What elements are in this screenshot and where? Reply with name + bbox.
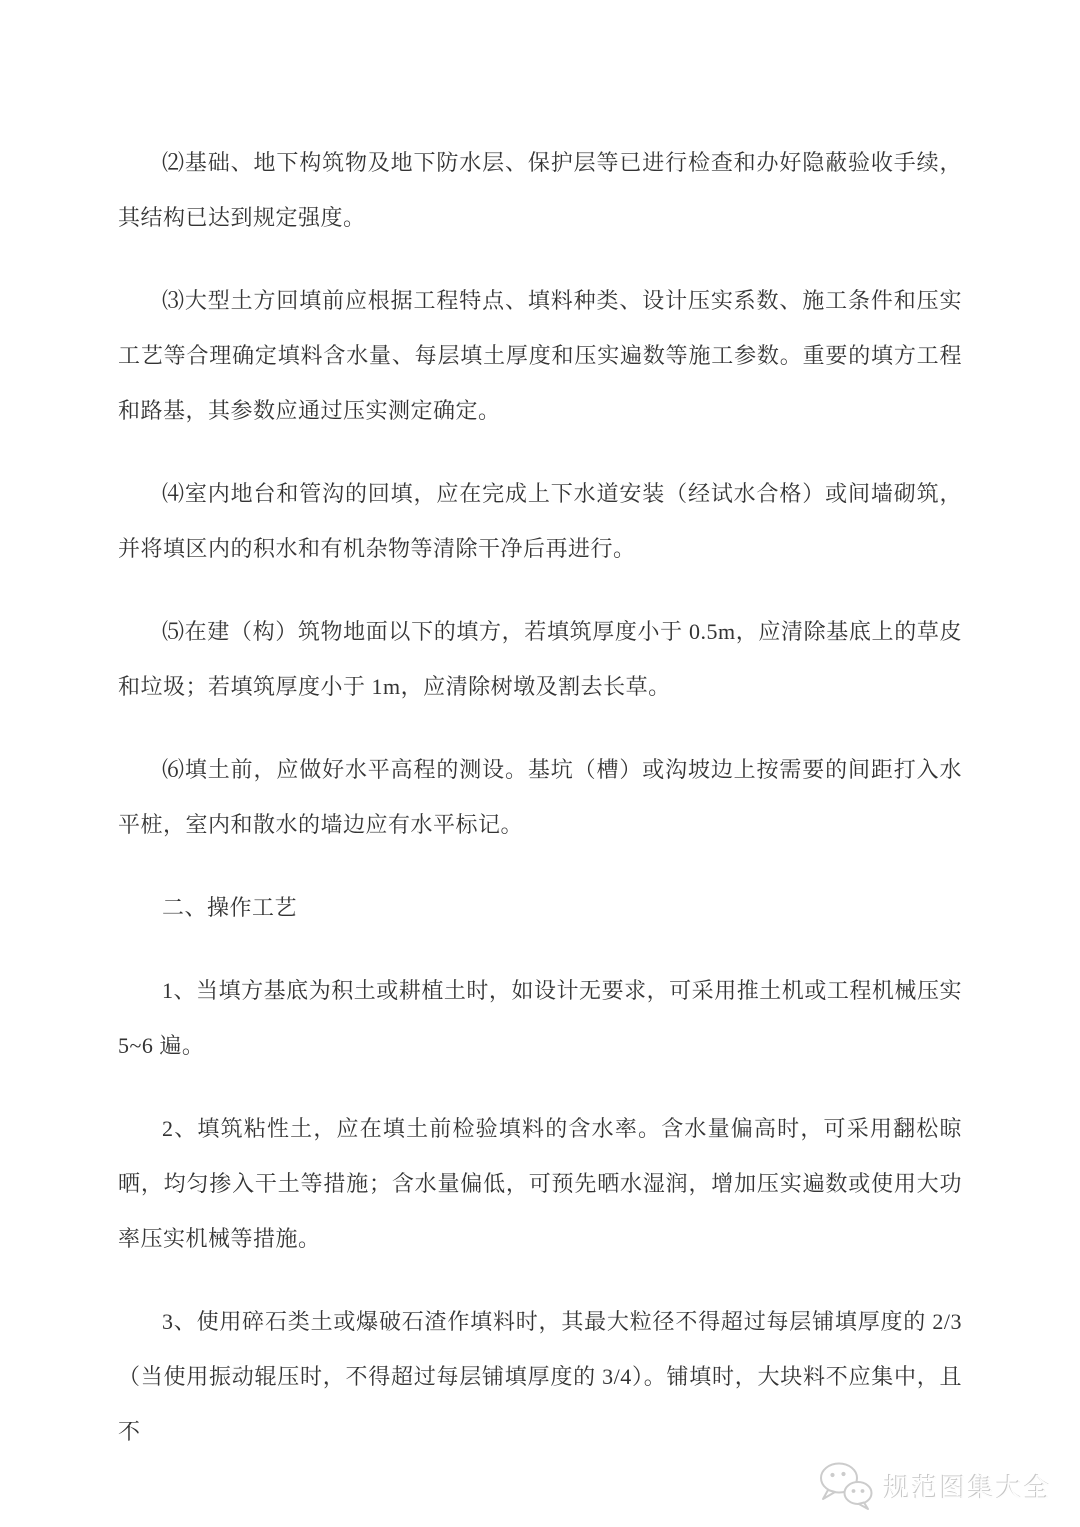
section-heading-operation-process: 二、操作工艺 xyxy=(162,895,298,920)
paragraph-item-2: 2、填筑粘性土，应在填土前检验填料的含水率。含水量偏高时，可采用翻松晾晒，均匀掺入干土等措施；含水量偏低，可预先晒水湿润，增加压实遍数或使用大功率压实机械等措施。 xyxy=(118,1116,962,1251)
paragraph-item-1: 1、当填方基底为积土或耕植土时，如设计无要求，可采用推土机或工程机械压实 5~6 遍。 xyxy=(118,978,962,1058)
paragraph-6: ⑹填土前，应做好水平高程的测设。基坑（槽）或沟坡边上按需要的间距打入水平桩，室内和散水的墙边应有水平标记。 xyxy=(118,757,962,837)
paragraph-2: ⑵基础、地下构筑物及地下防水层、保护层等已进行检查和办好隐蔽验收手续，其结构已达到规定强度。 xyxy=(118,150,962,230)
document-body xyxy=(118,135,962,1487)
paragraph-3: ⑶大型土方回填前应根据工程特点、填料种类、设计压实系数、施工条件和压实工艺等合理确定填料含水量、每层填土厚度和压实遍数等施工参数。重要的填方工程和路基，其参数应通过压实测定确定。 xyxy=(118,288,962,423)
paragraph-5: ⑸在建（构）筑物地面以下的填方，若填筑厚度小于 0.5m，应清除基底上的草皮和垃圾；若填筑厚度小于 1m，应清除树墩及割去长草。 xyxy=(118,619,962,699)
watermark xyxy=(818,1461,1052,1511)
watermark-label: 规范图集大全 xyxy=(883,1472,1052,1503)
wechat-icon xyxy=(818,1461,876,1511)
paragraph-4: ⑷室内地台和管沟的回填，应在完成上下水道安装（经试水合格）或间墙砌筑，并将填区内的积水和有机杂物等清除干净后再进行。 xyxy=(118,481,962,561)
paragraph-item-3: 3、使用碎石类土或爆破石渣作填料时，其最大粒径不得超过每层铺填厚度的 2/3（当使用振动辊压时，不得超过每层铺填厚度的 3/4）。铺填时，大块料不应集中，且不 xyxy=(118,1309,962,1444)
